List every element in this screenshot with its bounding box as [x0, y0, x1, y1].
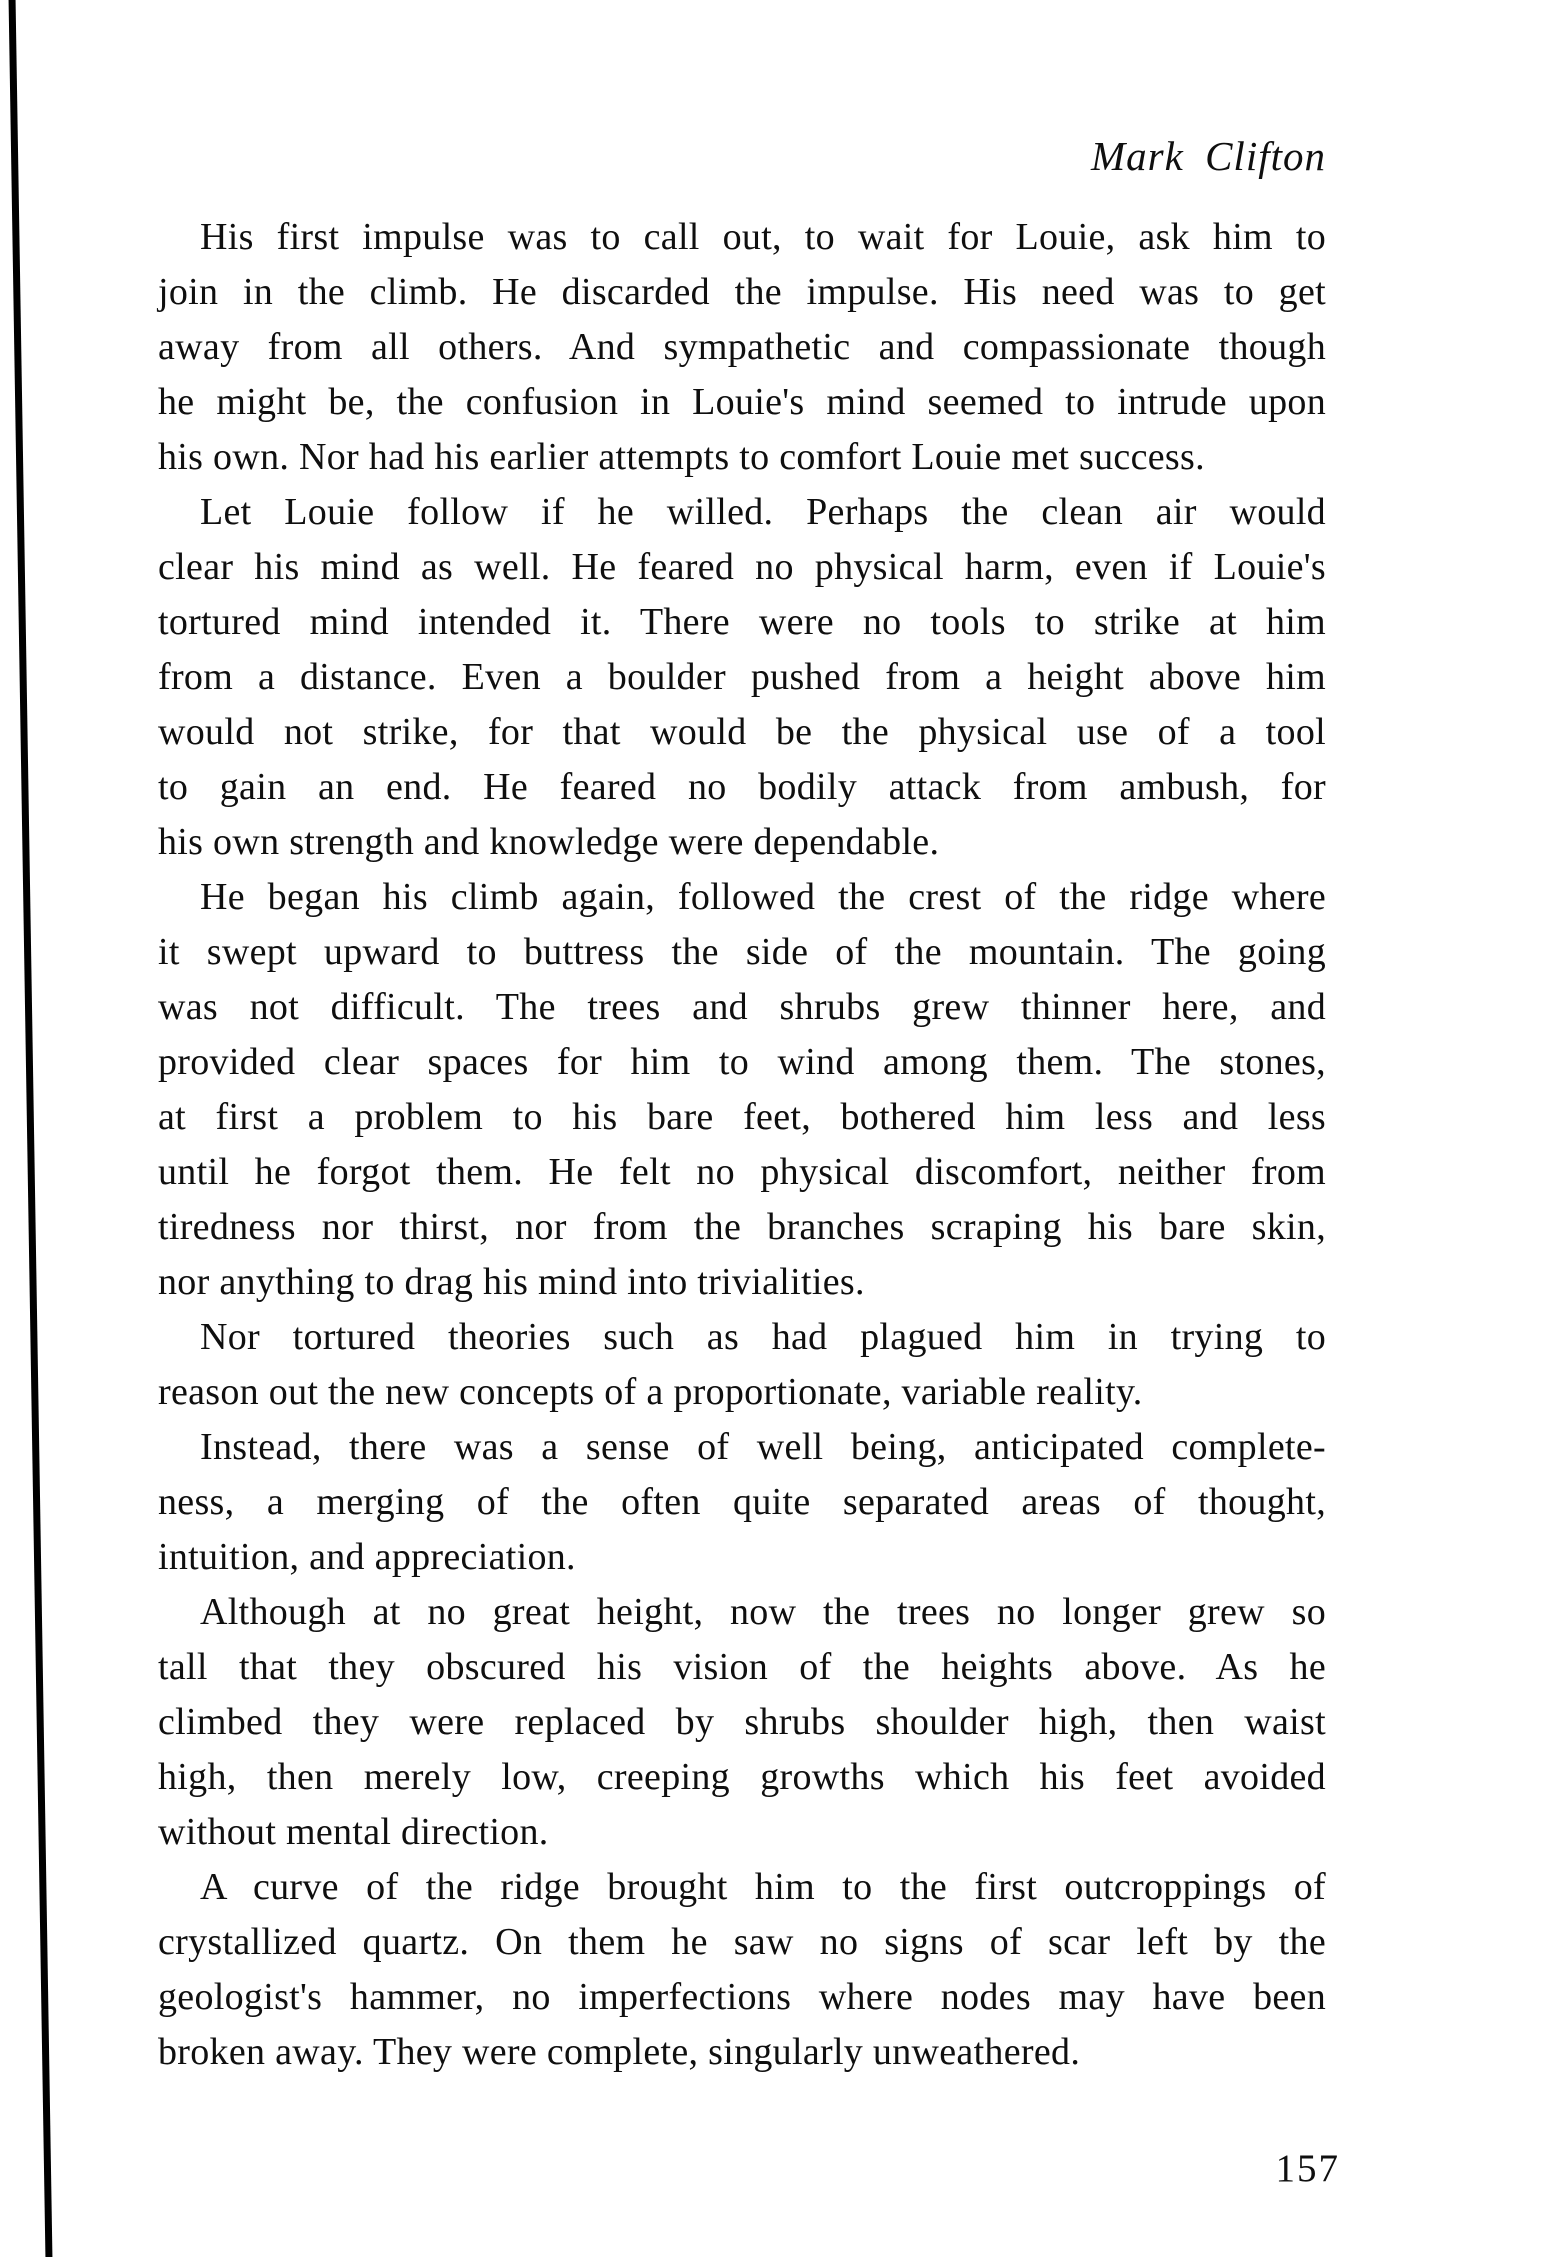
paragraph: [158, 1420, 1326, 1585]
text-line: would not strike, for that would be the physical use of a tool: [158, 711, 1326, 753]
text-line: at first a problem to his bare feet, bothered him less and less: [158, 1096, 1326, 1138]
text-line: He began his climb again, followed the crest of the ridge where: [200, 876, 1326, 918]
text-line: Let Louie follow if he willed. Perhaps the clean air would: [200, 491, 1326, 533]
text-line: Although at no great height, now the trees no longer grew so: [200, 1591, 1326, 1633]
text-line: tall that they obscured his vision of the heights above. As he: [158, 1646, 1326, 1688]
text-line: join in the climb. He discarded the impulse. His need was to get: [158, 271, 1326, 313]
text-line: he might be, the confusion in Louie's mind seemed to intrude upon: [158, 381, 1326, 423]
text-line: Instead, there was a sense of well being, anticipated complete-: [200, 1426, 1326, 1468]
text-line: was not difficult. The trees and shrubs grew thinner here, and: [158, 986, 1326, 1028]
text-line: provided clear spaces for him to wind among them. The stones,: [158, 1041, 1326, 1083]
running-header-author: Mark Clifton: [1091, 133, 1326, 179]
paragraph: [158, 485, 1326, 870]
text-line: crystallized quartz. On them he saw no signs of scar left by the: [158, 1921, 1326, 1963]
text-line: Nor tortured theories such as had plagued him in trying to: [200, 1316, 1326, 1358]
text-line: ness, a merging of the often quite separated areas of thought,: [158, 1481, 1326, 1523]
text-line: it swept upward to buttress the side of the mountain. The going: [158, 931, 1326, 973]
text-line: high, then merely low, creeping growths which his feet avoided: [158, 1756, 1326, 1798]
text-line: without mental direction.: [158, 1811, 549, 1853]
paragraph: [158, 1585, 1326, 1860]
body-text: [158, 210, 1326, 2080]
text-line: intuition, and appreciation.: [158, 1536, 576, 1578]
text-line: tiredness nor thirst, nor from the branches scraping his bare skin,: [158, 1206, 1326, 1248]
text-line: his own strength and knowledge were dependable.: [158, 821, 940, 863]
text-line: His first impulse was to call out, to wait for Louie, ask him to: [200, 216, 1326, 258]
paragraph: [158, 1860, 1326, 2080]
text-line: his own. Nor had his earlier attempts to comfort Louie met success.: [158, 436, 1205, 478]
text-line: reason out the new concepts of a proportionate, variable reality.: [158, 1371, 1143, 1413]
text-line: broken away. They were complete, singularly unweathered.: [158, 2031, 1081, 2073]
text-line: to gain an end. He feared no bodily attack from ambush, for: [158, 766, 1326, 808]
text-line: from a distance. Even a boulder pushed from a height above him: [158, 656, 1326, 698]
paragraph: [158, 870, 1326, 1310]
text-line: clear his mind as well. He feared no physical harm, even if Louie's: [158, 546, 1326, 588]
text-line: nor anything to drag his mind into trivialities.: [158, 1261, 865, 1303]
text-line: geologist's hammer, no imperfections where nodes may have been: [158, 1976, 1326, 2018]
text-line: tortured mind intended it. There were no tools to strike at him: [158, 601, 1326, 643]
text-line: A curve of the ridge brought him to the first outcroppings of: [200, 1866, 1326, 1908]
text-line: away from all others. And sympathetic and compassionate though: [158, 326, 1326, 368]
paragraph: [158, 1310, 1326, 1420]
page-number: 157: [1275, 2147, 1340, 2190]
text-line: climbed they were replaced by shrubs shoulder high, then waist: [158, 1701, 1326, 1743]
paragraph: [158, 210, 1326, 485]
text-line: until he forgot them. He felt no physical discomfort, neither from: [158, 1151, 1326, 1193]
